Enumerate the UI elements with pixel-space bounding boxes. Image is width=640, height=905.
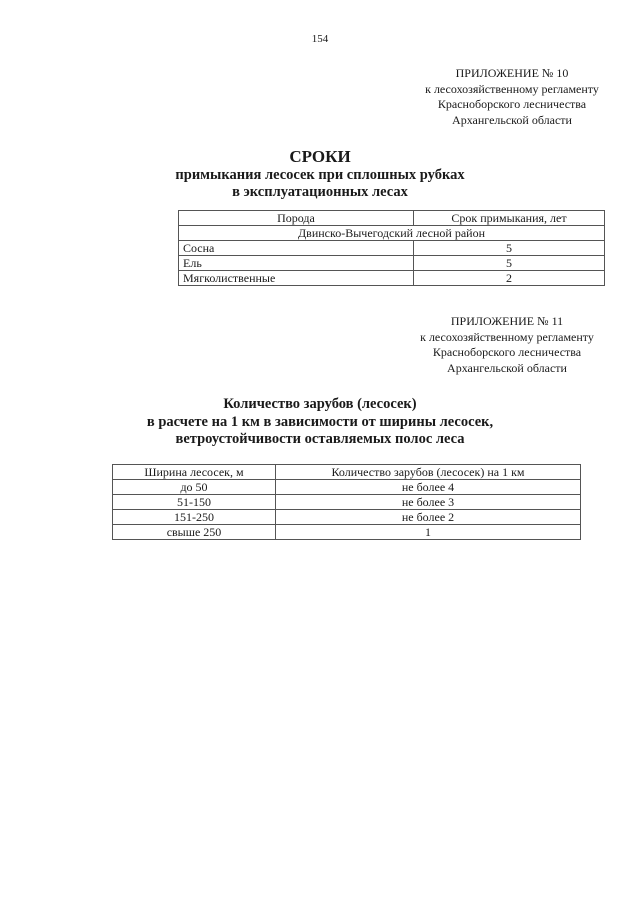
section-title-line: примыкания лесосек при сплошных рубках [175, 167, 465, 183]
column-header: Ширина лесосек, м [113, 465, 276, 480]
table-cell: до 50 [113, 480, 276, 495]
adjacency-terms-table [178, 210, 605, 286]
appendix-10-header [408, 66, 616, 128]
table-row [179, 271, 605, 286]
table-cell: свыше 250 [113, 525, 276, 540]
table-row [113, 495, 581, 510]
section-title-line: в расчете на 1 км в зависимости от ширины лесосек, [146, 413, 494, 430]
table-header-row [113, 465, 581, 480]
appendix-line: Красноборского лесничества [432, 345, 582, 359]
table-cell: 151-250 [113, 510, 276, 525]
table-cell: 1 [276, 525, 581, 540]
section-title-main: СРОКИ [289, 147, 351, 166]
table-cell: 5 [414, 241, 605, 256]
table-cell: Мягколиственные [179, 271, 414, 286]
table-row [113, 480, 581, 495]
column-header: Количество зарубов (лесосек) на 1 км [276, 465, 581, 480]
section-2-title [0, 396, 640, 449]
table-row [179, 241, 605, 256]
appendix-line: к лесохозяйственному регламенту [420, 329, 594, 344]
section-1-title [0, 147, 640, 201]
table-cell: не более 2 [276, 510, 581, 525]
section-title-line: ветроустойчивости оставляемых полос леса [175, 431, 465, 447]
column-header: Срок примыкания, лет [414, 211, 605, 226]
appendix-line: Архангельской области [452, 112, 572, 127]
table-row [179, 256, 605, 271]
table-cell: 5 [414, 256, 605, 271]
table-cell: Сосна [179, 241, 414, 256]
section-title-line: Количество зарубов (лесосек) [223, 396, 417, 412]
table-row [179, 226, 605, 241]
column-header: Порода [179, 211, 414, 226]
section-title-line: в эксплуатационных лесах [232, 184, 408, 200]
appendix-11-header [398, 314, 616, 376]
region-cell: Двинско-Вычегодский лесной район [179, 226, 605, 241]
table-cell: 51-150 [113, 495, 276, 510]
table-cell: Ель [179, 256, 414, 271]
appendix-line: к лесохозяйственному регламенту [425, 81, 599, 96]
appendix-line: Архангельской области [447, 360, 567, 375]
cutting-count-table [112, 464, 581, 540]
table-cell: не более 4 [276, 480, 581, 495]
table-row [113, 525, 581, 540]
page-number: 154 [311, 33, 329, 45]
appendix-title: ПРИЛОЖЕНИЕ № 11 [450, 314, 564, 328]
table-header-row [179, 211, 605, 226]
table-row [113, 510, 581, 525]
table-cell: не более 3 [276, 495, 581, 510]
table-cell: 2 [414, 271, 605, 286]
appendix-title: ПРИЛОЖЕНИЕ № 10 [455, 66, 569, 80]
appendix-line: Красноборского лесничества [437, 97, 587, 111]
